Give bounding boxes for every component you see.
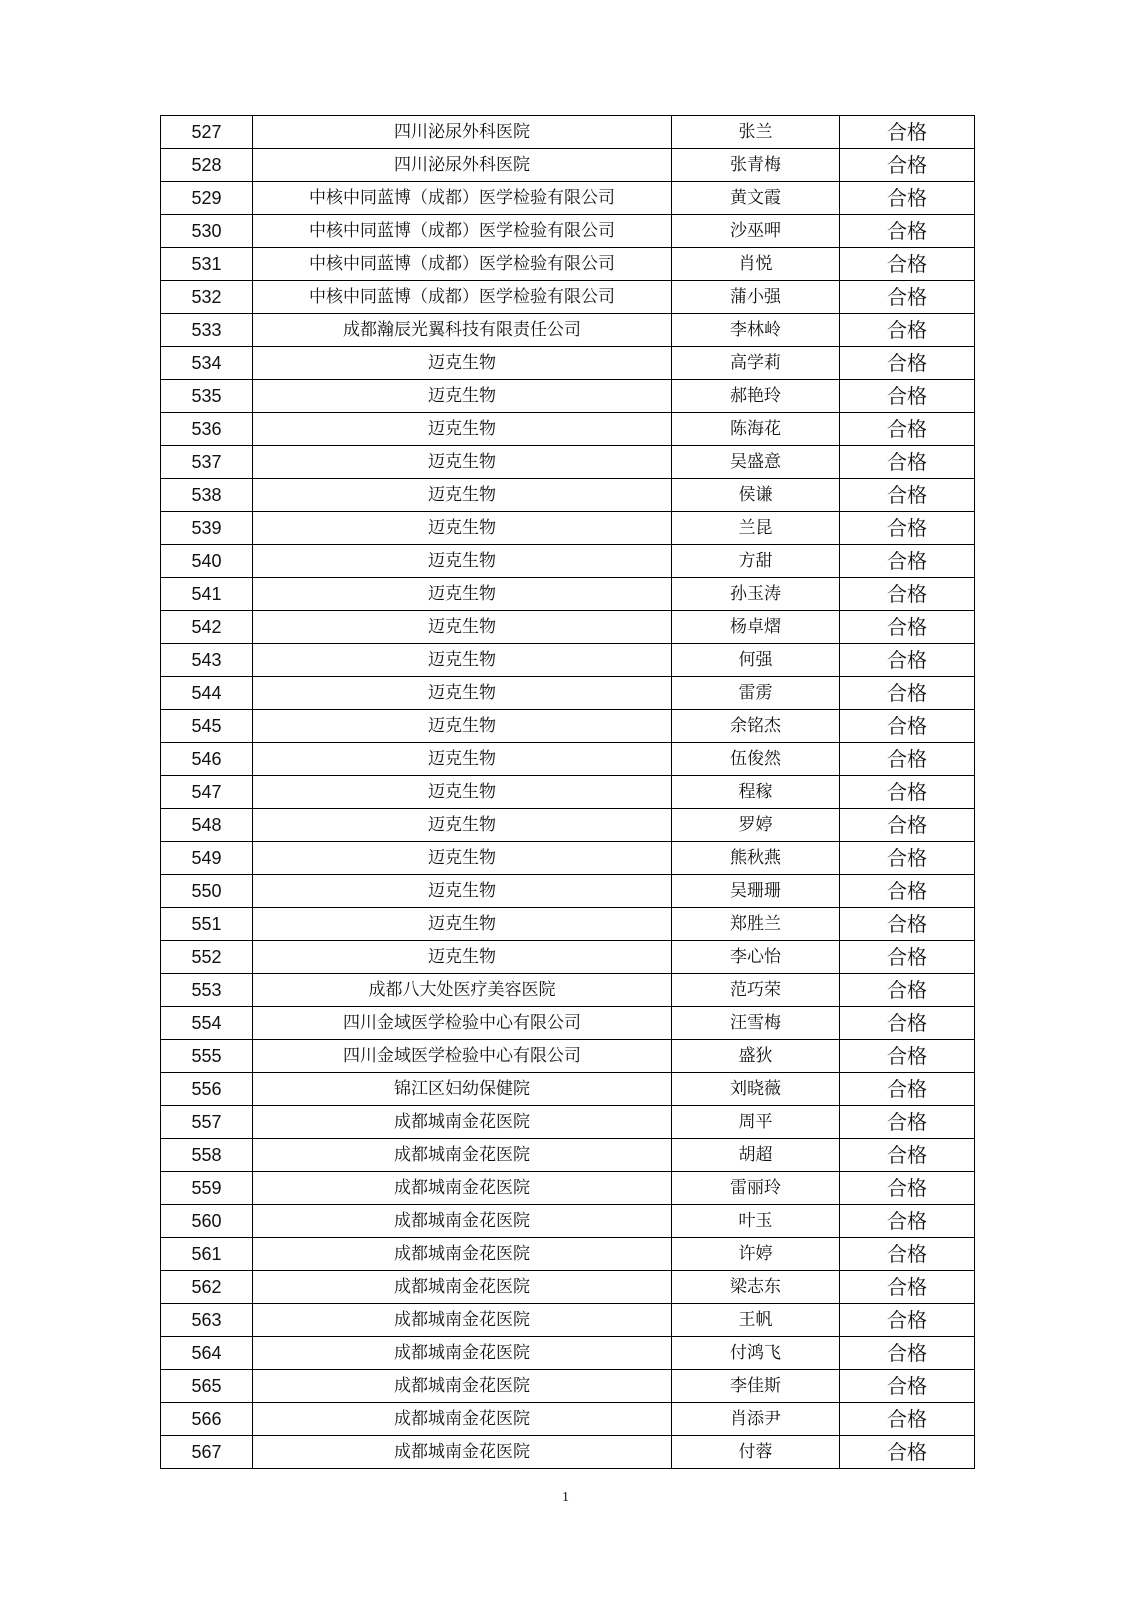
cell-result: 合格 bbox=[840, 446, 975, 479]
table-row bbox=[161, 314, 975, 347]
cell-person-name: 盛狄 bbox=[672, 1040, 840, 1073]
cell-result: 合格 bbox=[840, 413, 975, 446]
cell-organization: 成都瀚辰光翼科技有限责任公司 bbox=[253, 314, 672, 347]
cell-result: 合格 bbox=[840, 644, 975, 677]
table-row bbox=[161, 182, 975, 215]
cell-organization: 迈克生物 bbox=[253, 578, 672, 611]
table-row bbox=[161, 743, 975, 776]
cell-number: 566 bbox=[161, 1403, 253, 1436]
cell-person-name: 高学莉 bbox=[672, 347, 840, 380]
cell-result: 合格 bbox=[840, 149, 975, 182]
cell-number: 565 bbox=[161, 1370, 253, 1403]
cell-number: 527 bbox=[161, 116, 253, 149]
cell-number: 544 bbox=[161, 677, 253, 710]
cell-result: 合格 bbox=[840, 743, 975, 776]
cell-result: 合格 bbox=[840, 248, 975, 281]
cell-organization: 成都八大处医疗美容医院 bbox=[253, 974, 672, 1007]
table-row bbox=[161, 611, 975, 644]
cell-result: 合格 bbox=[840, 512, 975, 545]
cell-organization: 四川金域医学检验中心有限公司 bbox=[253, 1040, 672, 1073]
cell-organization: 四川泌尿外科医院 bbox=[253, 149, 672, 182]
cell-result: 合格 bbox=[840, 380, 975, 413]
table-row bbox=[161, 545, 975, 578]
table-row bbox=[161, 776, 975, 809]
cell-organization: 迈克生物 bbox=[253, 545, 672, 578]
cell-result: 合格 bbox=[840, 677, 975, 710]
cell-number: 552 bbox=[161, 941, 253, 974]
cell-person-name: 方甜 bbox=[672, 545, 840, 578]
cell-person-name: 黄文霞 bbox=[672, 182, 840, 215]
cell-person-name: 许婷 bbox=[672, 1238, 840, 1271]
cell-result: 合格 bbox=[840, 1337, 975, 1370]
table-row bbox=[161, 149, 975, 182]
table-row bbox=[161, 116, 975, 149]
cell-organization: 中核中同蓝博（成都）医学检验有限公司 bbox=[253, 281, 672, 314]
cell-number: 567 bbox=[161, 1436, 253, 1469]
cell-result: 合格 bbox=[840, 116, 975, 149]
cell-organization: 成都城南金花医院 bbox=[253, 1139, 672, 1172]
cell-person-name: 何强 bbox=[672, 644, 840, 677]
cell-organization: 成都城南金花医院 bbox=[253, 1172, 672, 1205]
cell-result: 合格 bbox=[840, 1007, 975, 1040]
cell-result: 合格 bbox=[840, 1304, 975, 1337]
cell-number: 529 bbox=[161, 182, 253, 215]
table-row bbox=[161, 1271, 975, 1304]
cell-number: 531 bbox=[161, 248, 253, 281]
cell-result: 合格 bbox=[840, 842, 975, 875]
cell-organization: 迈克生物 bbox=[253, 479, 672, 512]
cell-result: 合格 bbox=[840, 215, 975, 248]
cell-person-name: 杨卓熠 bbox=[672, 611, 840, 644]
cell-organization: 迈克生物 bbox=[253, 611, 672, 644]
table-row bbox=[161, 479, 975, 512]
cell-result: 合格 bbox=[840, 1040, 975, 1073]
table-row bbox=[161, 1238, 975, 1271]
table-row bbox=[161, 1040, 975, 1073]
cell-organization: 迈克生物 bbox=[253, 413, 672, 446]
table-row bbox=[161, 974, 975, 1007]
table-row bbox=[161, 677, 975, 710]
cell-number: 561 bbox=[161, 1238, 253, 1271]
table-row bbox=[161, 875, 975, 908]
cell-result: 合格 bbox=[840, 941, 975, 974]
cell-person-name: 周平 bbox=[672, 1106, 840, 1139]
cell-result: 合格 bbox=[840, 776, 975, 809]
cell-number: 546 bbox=[161, 743, 253, 776]
cell-number: 536 bbox=[161, 413, 253, 446]
cell-person-name: 李心怡 bbox=[672, 941, 840, 974]
cell-result: 合格 bbox=[840, 875, 975, 908]
results-table bbox=[160, 115, 975, 1469]
cell-organization: 迈克生物 bbox=[253, 512, 672, 545]
cell-organization: 迈克生物 bbox=[253, 776, 672, 809]
cell-result: 合格 bbox=[840, 1238, 975, 1271]
cell-result: 合格 bbox=[840, 1106, 975, 1139]
cell-organization: 迈克生物 bbox=[253, 446, 672, 479]
cell-result: 合格 bbox=[840, 1172, 975, 1205]
cell-person-name: 余铭杰 bbox=[672, 710, 840, 743]
cell-result: 合格 bbox=[840, 710, 975, 743]
cell-person-name: 李林岭 bbox=[672, 314, 840, 347]
cell-number: 534 bbox=[161, 347, 253, 380]
table-row bbox=[161, 1172, 975, 1205]
cell-organization: 成都城南金花医院 bbox=[253, 1436, 672, 1469]
cell-person-name: 胡超 bbox=[672, 1139, 840, 1172]
cell-number: 556 bbox=[161, 1073, 253, 1106]
cell-person-name: 熊秋燕 bbox=[672, 842, 840, 875]
table-row bbox=[161, 1106, 975, 1139]
table-row bbox=[161, 809, 975, 842]
cell-result: 合格 bbox=[840, 1403, 975, 1436]
cell-organization: 成都城南金花医院 bbox=[253, 1304, 672, 1337]
cell-number: 563 bbox=[161, 1304, 253, 1337]
cell-person-name: 侯谦 bbox=[672, 479, 840, 512]
cell-person-name: 郝艳玲 bbox=[672, 380, 840, 413]
cell-person-name: 罗婷 bbox=[672, 809, 840, 842]
cell-number: 533 bbox=[161, 314, 253, 347]
cell-number: 537 bbox=[161, 446, 253, 479]
cell-result: 合格 bbox=[840, 479, 975, 512]
cell-number: 548 bbox=[161, 809, 253, 842]
table-row bbox=[161, 1370, 975, 1403]
cell-person-name: 付蓉 bbox=[672, 1436, 840, 1469]
cell-person-name: 梁志东 bbox=[672, 1271, 840, 1304]
cell-person-name: 汪雪梅 bbox=[672, 1007, 840, 1040]
cell-organization: 迈克生物 bbox=[253, 677, 672, 710]
cell-number: 558 bbox=[161, 1139, 253, 1172]
table-row bbox=[161, 1304, 975, 1337]
cell-number: 560 bbox=[161, 1205, 253, 1238]
cell-organization: 迈克生物 bbox=[253, 908, 672, 941]
cell-organization: 锦江区妇幼保健院 bbox=[253, 1073, 672, 1106]
cell-result: 合格 bbox=[840, 974, 975, 1007]
cell-organization: 成都城南金花医院 bbox=[253, 1106, 672, 1139]
cell-result: 合格 bbox=[840, 578, 975, 611]
cell-number: 540 bbox=[161, 545, 253, 578]
cell-organization: 迈克生物 bbox=[253, 380, 672, 413]
cell-result: 合格 bbox=[840, 182, 975, 215]
table-row bbox=[161, 1337, 975, 1370]
cell-organization: 四川泌尿外科医院 bbox=[253, 116, 672, 149]
cell-organization: 迈克生物 bbox=[253, 347, 672, 380]
table-row bbox=[161, 710, 975, 743]
cell-number: 564 bbox=[161, 1337, 253, 1370]
cell-number: 541 bbox=[161, 578, 253, 611]
table-row bbox=[161, 413, 975, 446]
cell-result: 合格 bbox=[840, 1436, 975, 1469]
cell-person-name: 付鸿飞 bbox=[672, 1337, 840, 1370]
cell-result: 合格 bbox=[840, 1139, 975, 1172]
table-row bbox=[161, 1436, 975, 1469]
table-row bbox=[161, 842, 975, 875]
cell-organization: 中核中同蓝博（成都）医学检验有限公司 bbox=[253, 215, 672, 248]
table-row bbox=[161, 512, 975, 545]
cell-number: 545 bbox=[161, 710, 253, 743]
cell-organization: 迈克生物 bbox=[253, 941, 672, 974]
page-number: 1 bbox=[562, 1490, 569, 1505]
cell-person-name: 沙巫呷 bbox=[672, 215, 840, 248]
cell-organization: 成都城南金花医院 bbox=[253, 1238, 672, 1271]
cell-number: 530 bbox=[161, 215, 253, 248]
cell-number: 535 bbox=[161, 380, 253, 413]
cell-person-name: 叶玉 bbox=[672, 1205, 840, 1238]
cell-number: 562 bbox=[161, 1271, 253, 1304]
table-row bbox=[161, 941, 975, 974]
cell-number: 549 bbox=[161, 842, 253, 875]
cell-organization: 迈克生物 bbox=[253, 842, 672, 875]
cell-person-name: 肖添尹 bbox=[672, 1403, 840, 1436]
cell-number: 559 bbox=[161, 1172, 253, 1205]
table-row bbox=[161, 1139, 975, 1172]
cell-person-name: 雷丽玲 bbox=[672, 1172, 840, 1205]
table-row bbox=[161, 347, 975, 380]
cell-person-name: 孙玉涛 bbox=[672, 578, 840, 611]
cell-result: 合格 bbox=[840, 545, 975, 578]
cell-organization: 成都城南金花医院 bbox=[253, 1205, 672, 1238]
cell-number: 557 bbox=[161, 1106, 253, 1139]
cell-person-name: 吴珊珊 bbox=[672, 875, 840, 908]
table-row bbox=[161, 908, 975, 941]
table-row bbox=[161, 281, 975, 314]
cell-number: 542 bbox=[161, 611, 253, 644]
cell-person-name: 李佳斯 bbox=[672, 1370, 840, 1403]
table-row bbox=[161, 578, 975, 611]
table-row bbox=[161, 644, 975, 677]
cell-organization: 迈克生物 bbox=[253, 644, 672, 677]
cell-result: 合格 bbox=[840, 314, 975, 347]
table-row bbox=[161, 1007, 975, 1040]
cell-number: 555 bbox=[161, 1040, 253, 1073]
results-table-body bbox=[161, 116, 975, 1469]
cell-person-name: 王帆 bbox=[672, 1304, 840, 1337]
cell-person-name: 范巧荣 bbox=[672, 974, 840, 1007]
cell-organization: 四川金域医学检验中心有限公司 bbox=[253, 1007, 672, 1040]
cell-result: 合格 bbox=[840, 1271, 975, 1304]
cell-organization: 迈克生物 bbox=[253, 743, 672, 776]
cell-organization: 成都城南金花医院 bbox=[253, 1370, 672, 1403]
table-row bbox=[161, 1073, 975, 1106]
cell-organization: 成都城南金花医院 bbox=[253, 1337, 672, 1370]
cell-person-name: 刘晓薇 bbox=[672, 1073, 840, 1106]
cell-person-name: 肖悦 bbox=[672, 248, 840, 281]
cell-organization: 中核中同蓝博（成都）医学检验有限公司 bbox=[253, 248, 672, 281]
cell-person-name: 张兰 bbox=[672, 116, 840, 149]
table-row bbox=[161, 1403, 975, 1436]
cell-number: 532 bbox=[161, 281, 253, 314]
cell-person-name: 郑胜兰 bbox=[672, 908, 840, 941]
cell-number: 547 bbox=[161, 776, 253, 809]
cell-organization: 中核中同蓝博（成都）医学检验有限公司 bbox=[253, 182, 672, 215]
cell-organization: 迈克生物 bbox=[253, 875, 672, 908]
cell-number: 528 bbox=[161, 149, 253, 182]
table-row bbox=[161, 248, 975, 281]
cell-person-name: 吴盛意 bbox=[672, 446, 840, 479]
cell-result: 合格 bbox=[840, 611, 975, 644]
cell-organization: 成都城南金花医院 bbox=[253, 1271, 672, 1304]
table-row bbox=[161, 446, 975, 479]
cell-result: 合格 bbox=[840, 908, 975, 941]
cell-person-name: 兰昆 bbox=[672, 512, 840, 545]
cell-organization: 迈克生物 bbox=[253, 710, 672, 743]
cell-result: 合格 bbox=[840, 347, 975, 380]
cell-number: 539 bbox=[161, 512, 253, 545]
cell-result: 合格 bbox=[840, 809, 975, 842]
cell-organization: 成都城南金花医院 bbox=[253, 1403, 672, 1436]
table-row bbox=[161, 215, 975, 248]
cell-person-name: 张青梅 bbox=[672, 149, 840, 182]
cell-number: 553 bbox=[161, 974, 253, 1007]
cell-person-name: 伍俊然 bbox=[672, 743, 840, 776]
cell-result: 合格 bbox=[840, 1205, 975, 1238]
cell-number: 543 bbox=[161, 644, 253, 677]
cell-person-name: 程稼 bbox=[672, 776, 840, 809]
cell-organization: 迈克生物 bbox=[253, 809, 672, 842]
cell-person-name: 雷雳 bbox=[672, 677, 840, 710]
cell-number: 550 bbox=[161, 875, 253, 908]
cell-person-name: 陈海花 bbox=[672, 413, 840, 446]
cell-number: 554 bbox=[161, 1007, 253, 1040]
table-row bbox=[161, 1205, 975, 1238]
cell-result: 合格 bbox=[840, 1073, 975, 1106]
cell-person-name: 蒲小强 bbox=[672, 281, 840, 314]
cell-result: 合格 bbox=[840, 281, 975, 314]
cell-result: 合格 bbox=[840, 1370, 975, 1403]
cell-number: 538 bbox=[161, 479, 253, 512]
cell-number: 551 bbox=[161, 908, 253, 941]
table-row bbox=[161, 380, 975, 413]
